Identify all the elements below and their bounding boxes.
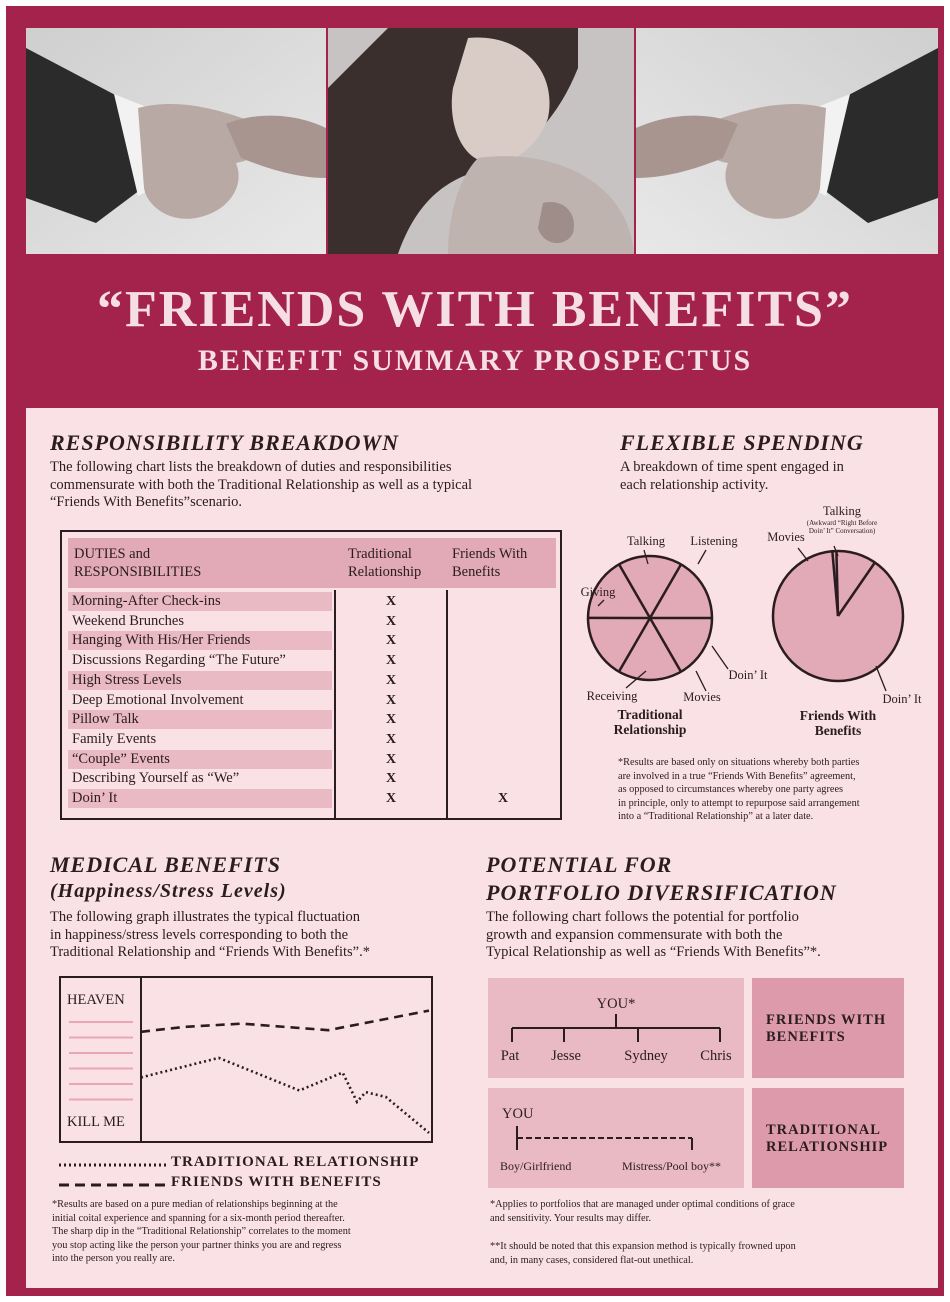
table-row: High Stress Levels — [68, 671, 332, 690]
table-divider-2 — [446, 590, 448, 818]
responsibility-intro: The following chart lists the breakdown of duties and responsibilities commensurate with both the Traditional Relationship as well as a typical “Friends With Benefits”scenario. — [50, 459, 473, 510]
fwb-mark: X — [497, 791, 509, 806]
couple-kiss-photo — [328, 28, 634, 254]
happiness-stress-graph — [59, 976, 433, 1143]
fwb-label: FRIENDS WITH BENEFITS — [766, 1012, 887, 1045]
fwb-tree-child: Chris — [700, 1048, 732, 1064]
table-row: Describing Yourself as “We” — [72, 770, 240, 787]
content-panel — [26, 408, 938, 1288]
table-row: “Couple” Events — [68, 750, 332, 769]
traditional-label-box — [752, 1088, 904, 1188]
traditional-slice-label: Giving — [580, 585, 616, 599]
poster-title: “FRIENDS WITH BENEFITS” — [97, 281, 853, 338]
fwb-slice-sublabel: Doin’ It” Conversation) — [808, 527, 876, 535]
traditional-label-leader — [698, 550, 706, 564]
fwb-slice-sublabel: (Awkward “Right Before — [806, 519, 878, 527]
traditional-pie-title: Traditional — [617, 707, 683, 722]
table-row: Doin’ It — [68, 789, 332, 808]
flexible-heading: FLEXIBLE SPENDING — [620, 430, 864, 455]
line-chart-svg — [61, 978, 431, 1141]
fwb-slice-label: Doin’ It — [882, 692, 922, 706]
y-top-label: HEAVEN — [67, 992, 125, 1008]
medical-note: *Results are based on a pure median of relationships beginning at the initial coital experience and spanning for a six-month period thereafter. The sharp dip in the “Traditional Relationship” correlates to the moment you stop acting like the person your partner thinks you are and regress into the person you really are. — [52, 1199, 351, 1265]
responsibility-heading: RESPONSIBILITY BREAKDOWN — [50, 430, 399, 455]
y-bottom-label: KILL ME — [67, 1114, 125, 1130]
traditional-mark: X — [385, 731, 397, 747]
table-row: Morning-After Check-ins — [68, 592, 332, 611]
poster-subtitle: BENEFIT SUMMARY PROSPECTUS — [197, 344, 753, 377]
traditional-slice-label: Talking — [626, 534, 666, 548]
medical-heading: MEDICAL BENEFITS — [50, 852, 281, 877]
header-duties: DUTIES and RESPONSIBILITIES — [74, 546, 202, 580]
fwb-tree-box — [488, 978, 744, 1078]
responsibility-table — [60, 530, 562, 820]
traditional-slice-label: Doin’ It — [728, 668, 768, 682]
fwb-tree-child: Jesse — [551, 1048, 581, 1064]
traditional-tree-child: Mistress/Pool boy** — [622, 1159, 722, 1173]
traditional-slice-label: Listening — [690, 534, 738, 548]
traditional-label-leader — [696, 671, 706, 691]
table-row: Pillow Talk — [68, 710, 332, 729]
fwb-series-line — [141, 1011, 429, 1032]
portfolio-note-2: **It should be noted that this expansion method is typically frowned upon and, in many cases, considered flat-out unethical. — [490, 1241, 796, 1266]
traditional-slice-label: Movies — [683, 690, 721, 704]
photo-strip — [26, 28, 938, 254]
traditional-tree-svg — [488, 1088, 744, 1188]
traditional-series-line — [141, 1058, 429, 1133]
traditional-mark: X — [385, 653, 397, 669]
table-row: Discussions Regarding “The Future” — [72, 652, 286, 669]
fwb-tree-child: Pat — [500, 1048, 520, 1064]
portfolio-heading-1: POTENTIAL FOR — [486, 852, 673, 877]
pie-charts — [580, 496, 926, 738]
handshake-photo-right — [636, 28, 938, 254]
traditional-mark: X — [385, 613, 397, 629]
traditional-slice-label: Receiving — [586, 689, 638, 703]
traditional-mark: X — [385, 594, 397, 609]
fwb-slice-label: Movies — [767, 530, 805, 544]
legend-fwb-label: FRIENDS WITH BENEFITS — [171, 1174, 382, 1190]
handshake-photo-left — [26, 28, 326, 254]
traditional-pie-title: Relationship — [613, 722, 687, 737]
portfolio-intro: The following chart follows the potential for portfolio growth and expansion commensurate with both the Typical Relationship as well as “Friends With Benefits”*. — [486, 909, 821, 960]
fwb-tree-root: YOU* — [596, 996, 636, 1012]
traditional-mark: X — [385, 633, 397, 649]
table-divider-1 — [334, 590, 336, 818]
traditional-mark: X — [385, 672, 397, 688]
legend-traditional — [59, 1154, 459, 1174]
table-row: Family Events — [72, 730, 157, 747]
fwb-pie-title: Benefits — [814, 723, 862, 738]
fwb-tree-child: Sydney — [624, 1048, 668, 1064]
traditional-mark: X — [385, 692, 397, 708]
table-row: Weekend Brunches — [72, 612, 184, 629]
fwb-pie-title: Friends With — [799, 708, 877, 723]
traditional-mark: X — [385, 791, 397, 806]
legend-fwb — [59, 1174, 459, 1194]
fwb-slice-label: Talking — [822, 504, 862, 518]
table-row: Hanging With His/Her Friends — [68, 631, 332, 650]
portfolio-note-1: *Applies to portfolios that are managed under optimal conditions of grace and sensitivity. Your results may differ. — [490, 1199, 795, 1224]
fwb-label-leader — [876, 666, 886, 691]
table-row: Deep Emotional Involvement — [72, 691, 244, 708]
traditional-label-leader — [712, 646, 728, 669]
fwb-tree-svg — [488, 978, 744, 1078]
traditional-tree-root: YOU — [502, 1106, 534, 1122]
portfolio-heading-2: PORTFOLIO DIVERSIFICATION — [486, 880, 837, 905]
medical-subheading: (Happiness/Stress Levels) — [50, 880, 287, 902]
traditional-tree-child: Boy/Girlfriend — [500, 1159, 572, 1173]
table-header — [68, 538, 556, 588]
header-traditional: Traditional Relationship — [348, 546, 422, 580]
header-fwb: Friends With Benefits — [452, 546, 528, 580]
pie-chart-svg — [580, 496, 926, 738]
traditional-label: TRADITIONAL RELATIONSHIP — [766, 1122, 889, 1155]
traditional-mark: X — [385, 751, 397, 767]
traditional-tree-box — [488, 1088, 744, 1188]
flexible-intro: A breakdown of time spent engaged in each relationship activity. — [620, 459, 844, 493]
poster-frame — [6, 6, 944, 1296]
legend-traditional-label: TRADITIONAL RELATIONSHIP — [171, 1154, 420, 1170]
traditional-mark: X — [385, 771, 397, 787]
traditional-mark: X — [385, 712, 397, 728]
flexible-note: *Results are based only on situations whereby both parties are involved in a true “Friends With Benefits” agreement, as opposed to circumstances whereby one party agrees in principle, only to attempt to repurpose said arrangement into a “Traditional Relationship” at a later date. — [618, 757, 860, 823]
fwb-slice-edge — [836, 551, 838, 616]
fwb-label-box — [752, 978, 904, 1078]
medical-intro: The following graph illustrates the typical fluctuation in happiness/stress levels corresponding to both the Traditional Relationship and “Friends With Benefits”.* — [50, 909, 370, 960]
fwb-label-leader — [798, 548, 808, 561]
